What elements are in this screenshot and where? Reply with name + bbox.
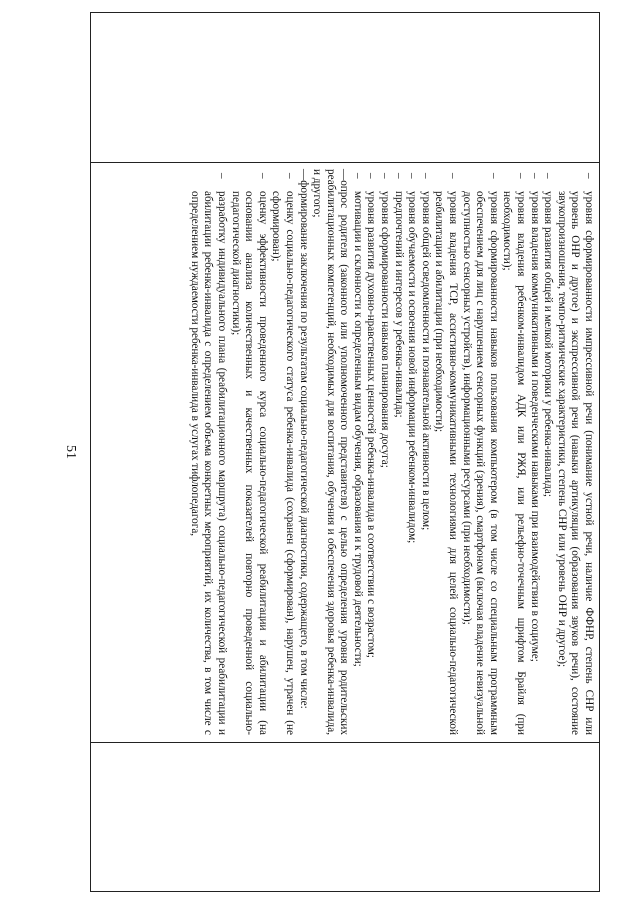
- list-item-text: уровня сформированности навыков пользования компьютером (в том числе со специальным программным обеспечением для лиц с нарушением сенсорных функций (зрения), смартфоном (включая владение невизуальной доступностью сенсорных устройств), информационными ресурсами (при необходимости);: [460, 191, 500, 735]
- list-item: [459, 169, 500, 735]
- list-item: [310, 169, 351, 735]
- bullet-dash: –: [419, 173, 432, 179]
- list-item: [527, 169, 541, 735]
- list-item-text: уровня сформированности навыков планирования досуга;: [379, 191, 392, 468]
- list-item: [350, 169, 364, 735]
- table-frame: [90, 12, 600, 892]
- bullet-dash: –: [379, 173, 392, 179]
- list-item-text: уровня развития духовно-нравственных ценностей ребенка-инвалида в соответствии с возрастом;: [365, 191, 378, 658]
- bullet-dash: –: [283, 173, 296, 179]
- table-content-column: [91, 163, 599, 743]
- list-item: [554, 169, 595, 735]
- bullet-dash: –: [351, 173, 364, 179]
- bullet-dash: –: [515, 173, 528, 179]
- list-item-text: оценку социально-педагогического статуса ребенка-инвалида (сохранен (сформирован), нарушен, утрачен (не сформирован);: [270, 191, 296, 735]
- bullet-dash: –: [256, 173, 269, 179]
- list-item: [378, 169, 392, 735]
- list-item-text: уровня владения коммуникативными и поведенческими навыками при взаимодействии в социуме;: [528, 191, 541, 662]
- list-item-text: уровня общей осведомленности и познавательной активности в целом;: [419, 191, 432, 531]
- list-item-text: уровня обучаемости и освоения новой информации ребенком-инвалидом;: [406, 191, 419, 544]
- list-item-text: предпочтений и интересов у ребенка-инвалида;: [392, 191, 405, 418]
- list-item-text: —формирование заключения по результатам социально-педагогической диагностики, содержащего, в том числе:: [297, 169, 310, 709]
- list-item: [432, 169, 459, 735]
- bullet-dash: –: [528, 173, 541, 179]
- bullet-dash: –: [406, 173, 419, 179]
- list-item: [405, 169, 419, 735]
- bullet-dash: –: [583, 173, 595, 179]
- list-item: [541, 169, 555, 735]
- list-item-text: —опрос родителя (законного или уполномоченного представителя) с целью определения уровня родительских реабилитационных компетенций, необходимых для воспитания, обучения и обеспечения здоровья ребенка-инвалида, и другого;: [311, 169, 351, 735]
- list-item-text: уровня развития общей и мелкой моторики у ребенка-инвалида;: [542, 191, 555, 497]
- bullet-dash: –: [447, 173, 460, 179]
- bullet-dash: –: [542, 173, 555, 179]
- list-item: [269, 169, 296, 735]
- bullet-dash: –: [392, 173, 405, 179]
- list-item: [391, 169, 405, 735]
- list-item: [364, 169, 378, 735]
- document-body: [187, 169, 595, 735]
- bullet-dash: –: [215, 173, 228, 179]
- list-item: [187, 169, 228, 735]
- list-item: [296, 169, 310, 735]
- list-item: [500, 169, 527, 735]
- bullet-dash: –: [487, 173, 500, 179]
- list-item-text: мотивации и склонности к определенным видам обучения, образования и к трудовой деятельности;: [351, 191, 364, 667]
- table-left-column: [91, 13, 599, 163]
- bullet-dash: –: [365, 173, 378, 179]
- list-item-text: уровня владения ТСР, ассистивно-коммуникативными технологиями для целей социально-педагогической реабилитации и абилитации (при необходимости);: [433, 191, 460, 735]
- list-item-text: разработку индивидуального плана (реабилитационного маршрута) социально-педагогической реабилитации и абилитации ребенка-инвалида с определением объема конкретных мероприятий, их количества, в том числе с определением нуждаемости ребенка-инвалида в услугах тифлопедагога,: [188, 191, 228, 735]
- list-item-text: уровня сформированности импрессивной речи (понимание устной речи, наличие ФФНР, степень СНР или уровень ОНР и другое) и экспрессивной речи (навыки артикуляции (образования звуков речи), состояние звукопроизношения, темпо-ритмические характеристики, степень СНР или уровень ОНР и другое);: [555, 191, 595, 735]
- page-number: 51: [63, 445, 78, 459]
- list-item: [418, 169, 432, 735]
- list-item-text: уровня владения ребенком-инвалидом АДК или РЖЯ, или рельефно-точечным шрифтом Брайля (при необходимости);: [501, 191, 528, 735]
- list-item-text: оценку эффективности проведенного курса социально-педагогической реабилитации и абилитации (на основании анализа количественных и качественных показателей повторно проведенной социально-педагогической диагностики);: [229, 191, 269, 735]
- rotated-page: [40, 12, 600, 892]
- list-item: [228, 169, 269, 735]
